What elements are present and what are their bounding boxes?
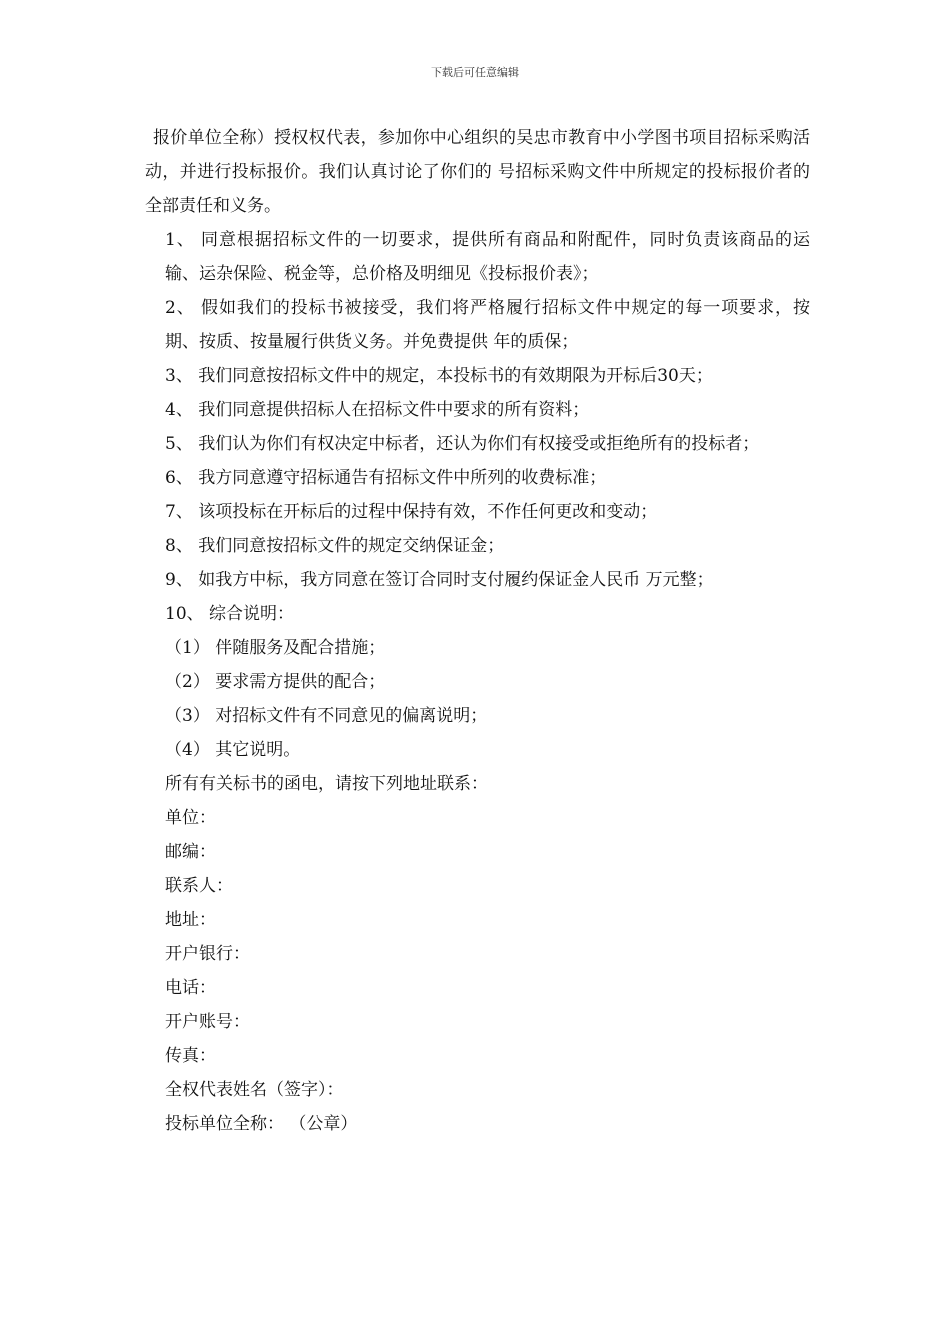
intro-paragraph: 报价单位全称）授权权代表，参加你中心组织的吴忠市教育中小学图书项目招标采购活动，并进行投标报价。我们认真讨论了你们的 号招标采购文件中所规定的投标报价者的全部责任和义务。 <box>145 128 810 216</box>
clause-5: 5、 我们认为你们有权决定中标者，还认为你们有权接受或拒绝所有的投标者； <box>165 434 760 454</box>
field-contact-person: 联系人： <box>165 876 233 896</box>
field-representative-signature: 全权代表姓名（签字）： <box>165 1080 344 1100</box>
clause-1: 1、 同意根据招标文件的一切要求，提供所有商品和附配件，同时负责该商品的运输、运杂保险、税金等，总价格及明细见《投标报价表》； <box>165 230 810 284</box>
field-address: 地址： <box>165 910 216 930</box>
clause-6: 6、 我方同意遵守招标通告有招标文件中所列的收费标准； <box>165 468 607 488</box>
field-fax: 传真： <box>165 1046 216 1066</box>
clause-10: 10、 综合说明： <box>165 604 295 624</box>
clause-8: 8、 我们同意按招标文件的规定交纳保证金； <box>165 536 505 556</box>
clause-7: 7、 该项投标在开标后的过程中保持有效，不作任何更改和变动； <box>165 502 658 522</box>
sub-item-4: （4） 其它说明。 <box>165 740 301 760</box>
field-unit: 单位： <box>165 808 216 828</box>
field-bidder-seal: 投标单位全称： （公章） <box>165 1114 358 1134</box>
document-body <box>145 121 810 1141</box>
sub-item-2: （2） 要求需方提供的配合； <box>165 672 386 692</box>
clause-4: 4、 我们同意提供招标人在招标文件中要求的所有资料； <box>165 400 590 420</box>
field-phone: 电话： <box>165 978 216 998</box>
clause-3: 3、 我们同意按招标文件中的规定，本投标书的有效期限为开标后30天； <box>165 366 713 386</box>
page-header: 下载后可任意编辑 <box>431 66 519 79</box>
clause-2: 2、 假如我们的投标书被接受，我们将严格履行招标文件中规定的每一项要求，按期、按质、按量履行供货义务。并免费提供 年的质保； <box>165 298 810 352</box>
field-account: 开户账号： <box>165 1012 250 1032</box>
sub-item-1: （1） 伴随服务及配合措施； <box>165 638 386 658</box>
field-bank: 开户银行： <box>165 944 250 964</box>
sub-item-3: （3） 对招标文件有不同意见的偏离说明； <box>165 706 488 726</box>
field-postcode: 邮编： <box>165 842 216 862</box>
clause-9: 9、 如我方中标，我方同意在签订合同时支付履约保证金人民币 万元整； <box>165 570 714 590</box>
contact-intro: 所有有关标书的函电，请按下列地址联系： <box>165 774 488 794</box>
